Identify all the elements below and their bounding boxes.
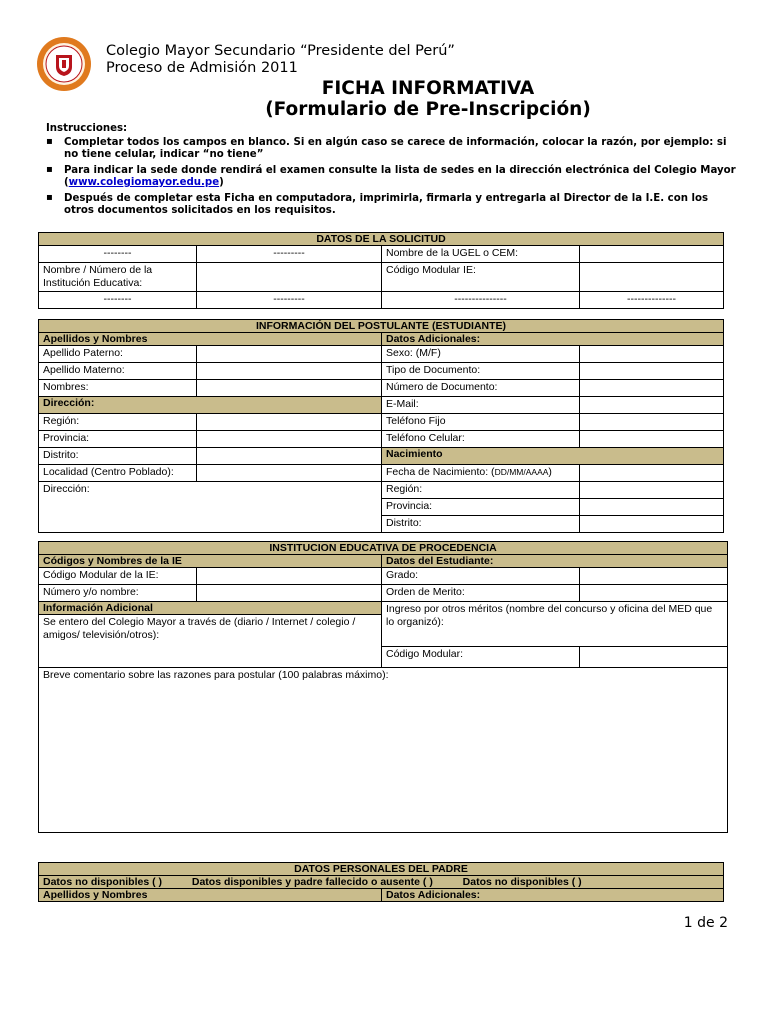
option-not-available[interactable]: Datos no disponibles ( )	[43, 876, 163, 888]
subsection-header: Datos Adicionales:	[382, 333, 724, 346]
bullet-icon: ▪	[46, 163, 53, 175]
section-header: INSTITUCION EDUCATIVA DE PROCEDENCIA	[39, 542, 728, 555]
bullet-icon: ▪	[46, 135, 53, 147]
orden-merito-field[interactable]	[580, 585, 728, 602]
codigo-modular-ie-field[interactable]	[197, 568, 382, 585]
field-label: Ingreso por otros méritos (nombre del concurso y oficina del MED que lo organizó):	[386, 603, 713, 628]
direccion-field[interactable]	[39, 482, 382, 533]
subsection-header: Información Adicional	[39, 602, 382, 615]
website-link[interactable]: www.colegiomayor.edu.pe	[68, 177, 220, 188]
field-label: Grado:	[382, 568, 580, 585]
email-field[interactable]	[580, 397, 724, 414]
modular-field[interactable]	[580, 263, 724, 292]
field-label: Distrito:	[382, 516, 580, 533]
tipo-doc-field[interactable]	[580, 363, 724, 380]
grado-field[interactable]	[580, 568, 728, 585]
field-label: Teléfono Celular:	[382, 431, 580, 448]
numero-nombre-field[interactable]	[197, 585, 382, 602]
section-header: INFORMACIÓN DEL POSTULANTE (ESTUDIANTE)	[39, 320, 724, 333]
padre-table	[38, 862, 724, 902]
table-cell: ---------------	[382, 292, 580, 309]
num-doc-field[interactable]	[580, 380, 724, 397]
field-label: Teléfono Fijo	[382, 414, 580, 431]
subsection-header: Apellidos y Nombres	[39, 889, 382, 902]
subsection-header: Códigos y Nombres de la IE	[39, 555, 382, 568]
fecha-field[interactable]	[580, 465, 724, 482]
option-not-available-2[interactable]: Datos no disponibles ( )	[462, 876, 582, 888]
table-cell: ---------	[197, 292, 382, 309]
page-number: 1 de 2	[683, 915, 728, 931]
fecha-close: )	[548, 466, 552, 478]
sexo-field[interactable]	[580, 346, 724, 363]
region-field[interactable]	[197, 414, 382, 431]
instructions	[46, 123, 736, 221]
tel-fijo-field[interactable]	[580, 414, 724, 431]
subsection-header: Apellidos y Nombres	[39, 333, 382, 346]
field-label: E-Mail:	[382, 397, 580, 414]
field-label: Se entero del Colegio Mayor a través de (diario / Internet / colegio / amigos/ televisión/otros):	[43, 616, 356, 641]
subsection-header: Datos Adicionales:	[382, 889, 724, 902]
field-label: Número y/o nombre:	[39, 585, 197, 602]
availability-options	[39, 876, 724, 889]
field-label: Código Modular de la IE:	[39, 568, 197, 585]
section-header: DATOS PERSONALES DEL PADRE	[39, 863, 724, 876]
field-label: Localidad (Centro Poblado):	[39, 465, 197, 482]
bullet-icon: ▪	[46, 191, 53, 203]
field-label: Número de Documento:	[382, 380, 580, 397]
procedencia-table	[38, 541, 728, 833]
distrito-field[interactable]	[197, 448, 382, 465]
localidad-field[interactable]	[197, 465, 382, 482]
field-label: Orden de Merito:	[382, 585, 580, 602]
form-subtitle: (Formulario de Pre-Inscripción)	[265, 99, 591, 120]
field-label	[382, 465, 580, 482]
table-cell: --------	[39, 292, 197, 309]
field-label: Provincia:	[382, 499, 580, 516]
instruction-text: Completar todos los campos en blanco. Si en algún caso se carece de información, colocar la razón, por ejemplo: si no tiene celular, indicar “no tiene”	[64, 136, 727, 160]
subsection-header: Datos del Estudiante:	[382, 555, 728, 568]
form-title: FICHA INFORMATIVA	[321, 78, 535, 99]
instruction-text: Para indicar la sede donde rendirá el examen consulte la lista de sedes en la dirección electrónica del Colegio Mayor (	[64, 164, 736, 188]
ugel-label: Nombre de la UGEL o CEM:	[382, 246, 580, 263]
field-label: Región:	[39, 414, 197, 431]
subsection-header: Nacimiento	[382, 448, 724, 465]
apellido-materno-field[interactable]	[197, 363, 382, 380]
instruction-item	[46, 193, 736, 218]
field-label: Tipo de Documento:	[382, 363, 580, 380]
subsection-header: Dirección:	[39, 397, 382, 414]
solicitud-table	[38, 232, 724, 309]
otros-meritos-field[interactable]	[382, 602, 728, 647]
instruction-text: )	[219, 177, 224, 188]
field-label: Apellido Paterno:	[39, 346, 197, 363]
nac-region-field[interactable]	[580, 482, 724, 499]
instruction-text: Después de completar esta Ficha en computadora, imprimirla, firmarla y entregarla al Director de la I.E. con los otros documentos solicitados en los requisitos.	[64, 192, 709, 216]
field-label: Región:	[382, 482, 580, 499]
codigo-modular-field[interactable]	[580, 647, 728, 668]
field-label: Distrito:	[39, 448, 197, 465]
fecha-label: Fecha de Nacimiento: (	[386, 466, 495, 478]
provincia-field[interactable]	[197, 431, 382, 448]
option-deceased-absent[interactable]: Datos disponibles y padre fallecido o ausente ( )	[191, 876, 433, 888]
instruction-item	[46, 137, 736, 162]
postulante-table	[38, 319, 724, 533]
field-label: Apellido Materno:	[39, 363, 197, 380]
modular-label: Código Modular IE:	[382, 263, 580, 292]
nombres-field[interactable]	[197, 380, 382, 397]
instructions-heading: Instrucciones:	[46, 123, 128, 134]
section-header: DATOS DE LA SOLICITUD	[39, 233, 724, 246]
field-label: Sexo: (M/F)	[382, 346, 580, 363]
school-name: Colegio Mayor Secundario “Presidente del Perú”	[106, 43, 455, 59]
instruction-item	[46, 165, 736, 190]
field-label: Código Modular:	[382, 647, 580, 668]
field-label: Breve comentario sobre las razones para postular (100 palabras máximo):	[43, 669, 389, 681]
table-cell: --------------	[580, 292, 724, 309]
field-label: Dirección:	[43, 483, 90, 495]
tel-celular-field[interactable]	[580, 431, 724, 448]
ie-label: Nombre / Número de la Institución Educativa:	[39, 263, 197, 292]
date-format: DD/MM/AAAA	[494, 467, 549, 477]
nac-provincia-field[interactable]	[580, 499, 724, 516]
school-header	[106, 43, 455, 77]
field-label: Nombres:	[39, 380, 197, 397]
ugel-field[interactable]	[580, 246, 724, 263]
se-entero-field[interactable]	[39, 615, 382, 668]
nac-distrito-field[interactable]	[580, 516, 724, 533]
apellido-paterno-field[interactable]	[197, 346, 382, 363]
table-cell: ---------	[197, 246, 382, 263]
comentario-field[interactable]	[39, 668, 728, 833]
ie-field[interactable]	[197, 263, 382, 292]
field-label: Provincia:	[39, 431, 197, 448]
table-cell: --------	[39, 246, 197, 263]
admission-process: Proceso de Admisión 2011	[106, 60, 298, 76]
